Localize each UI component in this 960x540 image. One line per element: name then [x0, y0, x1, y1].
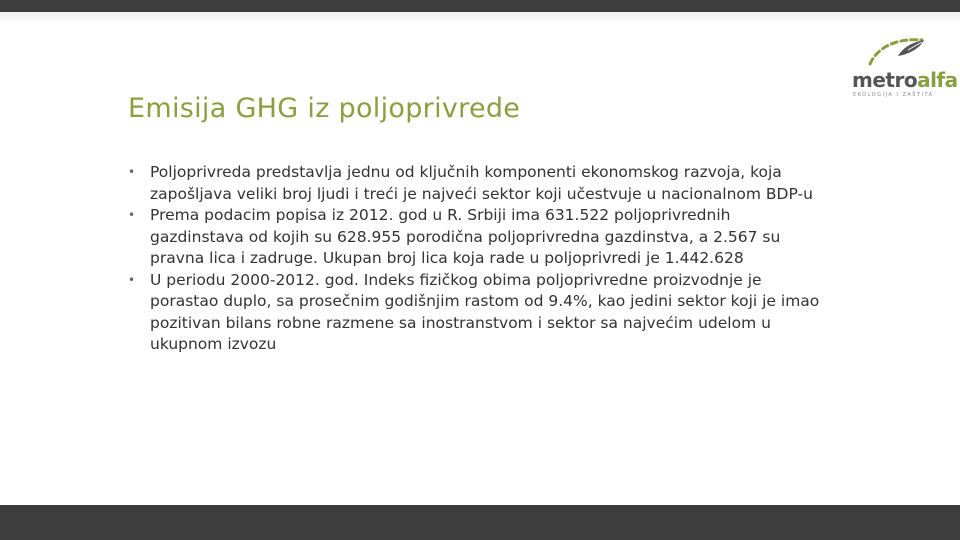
- bullet-text: U periodu 2000-2012. god. Indeks fizičkog obima poljoprivredne proizvodnje je porastao duplo, sa prosečnim godišnjim rastom od 9.4%, kao jedini sektor koji je imao pozitivan bilans robne razmene sa inostranstvom i sektor sa najvećim udelom u ukupnom izvozu: [150, 270, 820, 353]
- logo-tagline: EKOLOGIJA I ZAŠTITA: [853, 92, 934, 98]
- top-bar-shade: [0, 12, 960, 26]
- bullet-item: [128, 162, 828, 205]
- logo-word-metro: metro: [852, 68, 918, 92]
- bottom-bar: [0, 505, 960, 540]
- bullet-item: [128, 270, 828, 356]
- bullet-dot: •: [128, 165, 136, 179]
- slide-title: Emisija GHG iz poljoprivrede: [128, 93, 521, 124]
- bullet-dot: •: [128, 272, 136, 287]
- bullet-text: Prema podacim popisa iz 2012. god u R. Srbiji ima 631.522 poljoprivrednih gazdinstava od kojih su 628.955 porodična poljoprivredna gazdinstva, a 2.567 su pravna lica i zadruge. Ukupan broj lica koja rade u poljoprivredi je 1.442.628: [150, 206, 781, 267]
- bullet-list: [128, 162, 828, 356]
- bullet-item: [128, 205, 828, 270]
- logo-wordmark: [852, 68, 958, 92]
- bullet-text: Poljoprivreda predstavlja jednu od ključnih komponenti ekonomskog razvoja, koja zapošljava veliki broj ljudi i treći je najveći sektor koji učestvuje u nacionalnom BDP-u: [150, 163, 813, 203]
- leaf-swoosh-icon: [848, 36, 932, 70]
- top-bar: [0, 0, 960, 12]
- logo-word-alfa: alfa: [917, 68, 958, 92]
- bullet-dot: •: [128, 208, 136, 222]
